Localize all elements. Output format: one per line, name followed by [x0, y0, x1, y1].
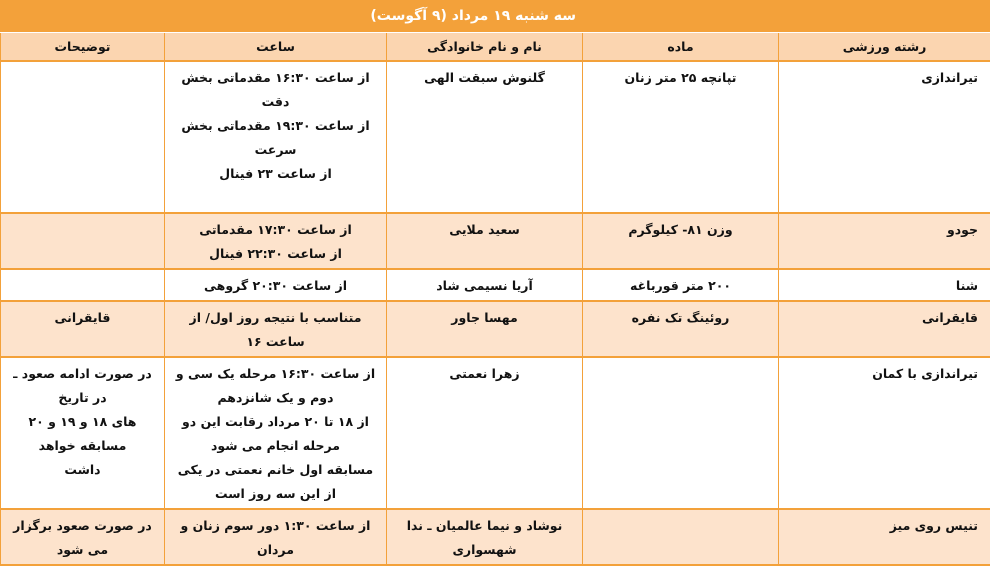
time-line: مرحله انجام می شود: [173, 434, 378, 458]
cell-sport: تنیس روی میز: [779, 509, 990, 565]
time-line: از ۱۸ تا ۲۰ مرداد رقابت این دو: [173, 410, 378, 434]
cell-name: [387, 509, 583, 565]
time-line: از ساعت ۲۳ فینال: [173, 162, 378, 186]
time-line: از ساعت ۱:۳۰ دور سوم زنان و: [173, 514, 378, 538]
column-header-notes: توضیحات: [1, 33, 165, 61]
cell-notes: [1, 269, 165, 301]
table-header-row: [1, 33, 990, 61]
time-line: از ساعت ۱۹:۳۰ مقدماتی بخش: [173, 114, 378, 138]
cell-name: آریا نسیمی شاد: [387, 269, 583, 301]
notes-line: های ۱۸ و ۱۹ و ۲۰ مسابقه خواهد: [7, 410, 158, 458]
cell-name: زهرا نعمتی: [387, 357, 583, 509]
cell-name: گلنوش سبقت الهی: [387, 61, 583, 213]
table-row: [1, 301, 990, 357]
time-line: ساعت ۱۶: [173, 330, 378, 354]
cell-time: [165, 61, 387, 213]
cell-event: روئینگ تک نفره: [583, 301, 779, 357]
cell-sport: شنا: [779, 269, 990, 301]
table-row: [1, 357, 990, 509]
column-header-time: ساعت: [165, 33, 387, 61]
name-line: نوشاد و نیما عالمیان ـ ندا: [393, 514, 576, 538]
column-header-event: ماده: [583, 33, 779, 61]
time-line: دقت: [173, 90, 378, 114]
cell-notes: [1, 213, 165, 269]
notes-line: در صورت ادامه صعود ـ در تاریخ: [7, 362, 158, 410]
notes-line: قایقرانی: [7, 306, 158, 330]
cell-event: ۲۰۰ متر قورباغه: [583, 269, 779, 301]
time-line: سرعت: [173, 138, 378, 162]
time-line: از این سه روز است: [173, 482, 378, 506]
cell-time: [165, 213, 387, 269]
column-header-sport: رشته ورزشی: [779, 33, 990, 61]
notes-line: داشت: [7, 458, 158, 482]
cell-notes: [1, 509, 165, 565]
name-line: شهسواری: [393, 538, 576, 562]
time-line: دوم و یک شانزدهم: [173, 386, 378, 410]
time-line: از ساعت ۲۰:۳۰ گروهی: [173, 274, 378, 298]
notes-line: در صورت صعود برگزار می شود: [7, 514, 158, 562]
cell-time: [165, 357, 387, 509]
cell-sport: تیراندازی: [779, 61, 990, 213]
column-header-name: نام و نام خانوادگی: [387, 33, 583, 61]
time-line: مردان: [173, 538, 378, 562]
cell-name: سعید ملایی: [387, 213, 583, 269]
table-row: [1, 61, 990, 213]
time-line: از ساعت ۲۲:۳۰ فینال: [173, 242, 378, 266]
cell-time: [165, 509, 387, 565]
cell-notes: [1, 61, 165, 213]
cell-sport: جودو: [779, 213, 990, 269]
cell-name: مهسا جاور: [387, 301, 583, 357]
table-row: [1, 509, 990, 565]
cell-notes: [1, 301, 165, 357]
cell-sport: تیراندازی با کمان: [779, 357, 990, 509]
cell-sport: قایقرانی: [779, 301, 990, 357]
time-line: از ساعت ۱۶:۳۰ مرحله یک سی و: [173, 362, 378, 386]
time-line: مسابقه اول خانم نعمتی در یکی: [173, 458, 378, 482]
time-line: از ساعت ۱۶:۳۰ مقدماتی بخش: [173, 66, 378, 90]
page-title: سه شنبه ۱۹ مرداد (۹ آگوست): [0, 0, 990, 33]
cell-time: [165, 269, 387, 301]
cell-event: تپانچه ۲۵ متر زنان: [583, 61, 779, 213]
cell-time: [165, 301, 387, 357]
cell-notes: [1, 357, 165, 509]
cell-event: [583, 357, 779, 509]
table-row: [1, 269, 990, 301]
cell-event: وزن ۸۱- کیلوگرم: [583, 213, 779, 269]
cell-event: [583, 509, 779, 565]
time-line: از ساعت ۱۷:۳۰ مقدماتی: [173, 218, 378, 242]
table-row: [1, 213, 990, 269]
time-line: متناسب با نتیجه روز اول/ از: [173, 306, 378, 330]
schedule-table: [0, 33, 990, 566]
